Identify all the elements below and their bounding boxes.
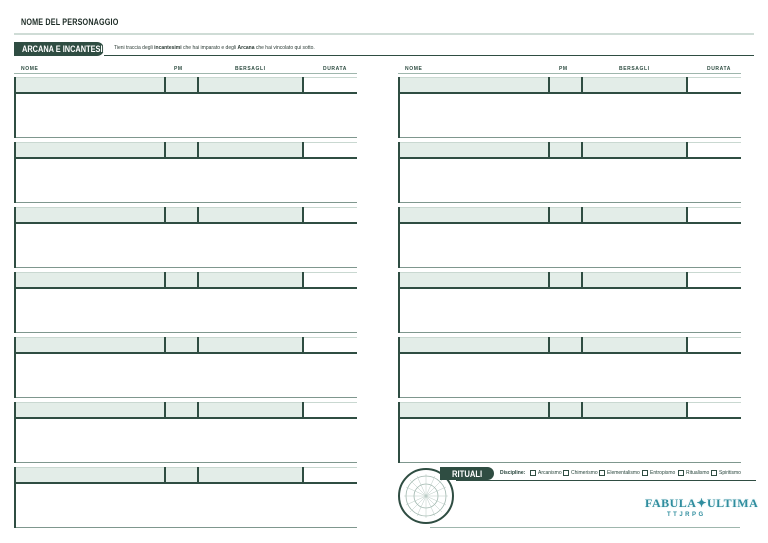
discipline-label: Ritualismo — [686, 470, 710, 476]
spell-bottom-line — [14, 267, 357, 268]
spell-bottom-line — [14, 137, 357, 138]
spell-entry — [14, 467, 357, 529]
rituals-divider — [456, 480, 756, 481]
section-title: ARCANA E INCANTESIMI — [22, 44, 111, 54]
spell-targets-divider — [686, 402, 688, 417]
spell-targets-divider — [686, 77, 688, 92]
spell-top-line — [14, 337, 357, 338]
spell-header-row[interactable] — [398, 77, 686, 92]
spell-header-row[interactable] — [14, 207, 302, 222]
spell-mp-divider — [581, 207, 583, 222]
spell-top-line — [14, 402, 357, 403]
spell-bottom-line — [14, 202, 357, 203]
spell-mp-divider — [197, 207, 199, 222]
spell-top-line — [14, 207, 357, 208]
spell-description-area[interactable] — [400, 419, 740, 461]
spell-mp-divider — [197, 272, 199, 287]
discipline-checkbox[interactable] — [599, 470, 605, 476]
spell-mp-divider — [197, 337, 199, 352]
spell-top-line — [398, 207, 741, 208]
spell-targets-divider — [302, 207, 304, 222]
spell-bottom-line — [398, 332, 741, 333]
logo-text: FABULA✦ULTIMA — [645, 496, 759, 510]
discipline-option[interactable] — [563, 470, 598, 476]
spell-description-area[interactable] — [400, 159, 740, 201]
spell-header-row[interactable] — [14, 402, 302, 417]
discipline-option[interactable] — [711, 470, 741, 476]
spell-name-divider — [548, 337, 550, 352]
spell-entry — [14, 402, 357, 464]
spell-name-divider — [164, 77, 166, 92]
spell-bottom-line — [398, 462, 741, 463]
discipline-label: Elementalismo — [607, 470, 640, 476]
spell-mp-divider — [197, 77, 199, 92]
spell-top-line — [398, 337, 741, 338]
disciplines-label: Discipline: — [500, 470, 526, 476]
discipline-label: Entropismo — [650, 470, 676, 476]
fabula-ultima-logo — [645, 492, 759, 524]
spell-entry — [14, 337, 357, 399]
spell-name-divider — [548, 77, 550, 92]
spell-mp-divider — [581, 77, 583, 92]
spell-name-divider — [164, 337, 166, 352]
spell-header-row[interactable] — [398, 207, 686, 222]
spell-description-area[interactable] — [16, 94, 356, 136]
column-header-mp: PM — [174, 66, 183, 72]
discipline-checkbox[interactable] — [563, 470, 569, 476]
spell-name-divider — [548, 402, 550, 417]
spell-description-area[interactable] — [400, 94, 740, 136]
section-description: Tieni traccia degli incantesimi che hai imparato e degli Arcana che hai vincolato qui sotto. — [114, 45, 315, 51]
spell-mp-divider — [581, 402, 583, 417]
column-header-targets: BERSAGLI — [619, 66, 650, 72]
spell-header-row[interactable] — [14, 142, 302, 157]
spell-targets-divider — [686, 207, 688, 222]
spell-targets-divider — [302, 142, 304, 157]
spell-bottom-line — [398, 267, 741, 268]
column-header-line — [14, 73, 357, 74]
spell-top-line — [398, 142, 741, 143]
spell-targets-divider — [302, 402, 304, 417]
discipline-option[interactable] — [678, 470, 709, 476]
spell-description-area[interactable] — [400, 289, 740, 331]
spell-targets-divider — [686, 272, 688, 287]
rituals-base-line — [430, 527, 740, 528]
rituals-title: RITUALI — [452, 469, 483, 479]
spell-description-area[interactable] — [16, 159, 356, 201]
spell-top-line — [398, 402, 741, 403]
spell-bottom-line — [14, 397, 357, 398]
spell-mp-divider — [197, 402, 199, 417]
discipline-label: Arcanismo — [538, 470, 562, 476]
discipline-checkbox[interactable] — [530, 470, 536, 476]
spell-top-line — [14, 77, 357, 78]
spell-name-divider — [164, 142, 166, 157]
spell-bottom-line — [398, 137, 741, 138]
spell-name-divider — [548, 207, 550, 222]
column-header-name: NOME — [21, 66, 39, 72]
spell-top-line — [14, 142, 357, 143]
spell-mp-divider — [581, 337, 583, 352]
spell-mp-divider — [197, 467, 199, 482]
column-header-targets: BERSAGLI — [235, 66, 266, 72]
column-header-name: NOME — [405, 66, 423, 72]
spell-targets-divider — [302, 77, 304, 92]
spell-entry — [398, 402, 741, 464]
spell-entry — [398, 207, 741, 269]
discipline-checkbox[interactable] — [711, 470, 717, 476]
spell-entry — [398, 337, 741, 399]
discipline-option[interactable] — [599, 470, 640, 476]
spell-mp-divider — [197, 142, 199, 157]
spell-description-area[interactable] — [16, 419, 356, 461]
discipline-checkbox[interactable] — [642, 470, 648, 476]
spell-bottom-line — [398, 202, 741, 203]
spell-targets-divider — [302, 337, 304, 352]
spell-mp-divider — [581, 272, 583, 287]
spell-header-row[interactable] — [398, 337, 686, 352]
discipline-label: Spiritismo — [719, 470, 741, 476]
discipline-label: Chimerismo — [571, 470, 598, 476]
spell-name-divider — [548, 272, 550, 287]
discipline-option[interactable] — [530, 470, 562, 476]
spell-header-row[interactable] — [398, 402, 686, 417]
spell-description-area[interactable] — [16, 484, 356, 526]
spell-header-row[interactable] — [14, 467, 302, 482]
spell-targets-divider — [302, 467, 304, 482]
spell-description-area[interactable] — [16, 224, 356, 266]
spell-targets-divider — [686, 337, 688, 352]
spell-entry — [398, 142, 741, 204]
spell-name-divider — [164, 272, 166, 287]
spell-header-row[interactable] — [398, 142, 686, 157]
logo-subtitle: TTJRPG — [667, 512, 706, 518]
section-divider — [104, 55, 754, 56]
spell-entry — [398, 272, 741, 334]
spell-entry — [398, 77, 741, 139]
spell-entry — [14, 77, 357, 139]
spell-bottom-line — [14, 527, 357, 528]
spell-description-area[interactable] — [400, 224, 740, 266]
spell-entry — [14, 272, 357, 334]
spell-description-area[interactable] — [16, 289, 356, 331]
discipline-option[interactable] — [642, 470, 675, 476]
character-name-label: NOME DEL PERSONAGGIO — [21, 17, 119, 27]
spell-bottom-line — [14, 332, 357, 333]
spell-targets-divider — [686, 142, 688, 157]
spell-targets-divider — [302, 272, 304, 287]
spell-header-row[interactable] — [14, 272, 302, 287]
spell-mp-divider — [581, 142, 583, 157]
spell-name-divider — [164, 207, 166, 222]
column-header-duration: DURATA — [707, 66, 731, 72]
spell-top-line — [14, 467, 357, 468]
spell-bottom-line — [398, 397, 741, 398]
column-header-line — [398, 73, 741, 74]
spell-bottom-line — [14, 462, 357, 463]
spell-header-row[interactable] — [398, 272, 686, 287]
spell-header-row[interactable] — [14, 337, 302, 352]
spell-top-line — [398, 272, 741, 273]
column-header-duration: DURATA — [323, 66, 347, 72]
spell-top-line — [14, 272, 357, 273]
column-header-mp: PM — [559, 66, 568, 72]
spell-description-area[interactable] — [400, 354, 740, 396]
spell-header-row[interactable] — [14, 77, 302, 92]
spell-top-line — [398, 77, 741, 78]
spell-entry — [14, 142, 357, 204]
spell-name-divider — [164, 402, 166, 417]
spell-entry — [14, 207, 357, 269]
character-name-line — [14, 33, 754, 35]
discipline-checkbox[interactable] — [678, 470, 684, 476]
spell-description-area[interactable] — [16, 354, 356, 396]
spell-name-divider — [548, 142, 550, 157]
spell-name-divider — [164, 467, 166, 482]
